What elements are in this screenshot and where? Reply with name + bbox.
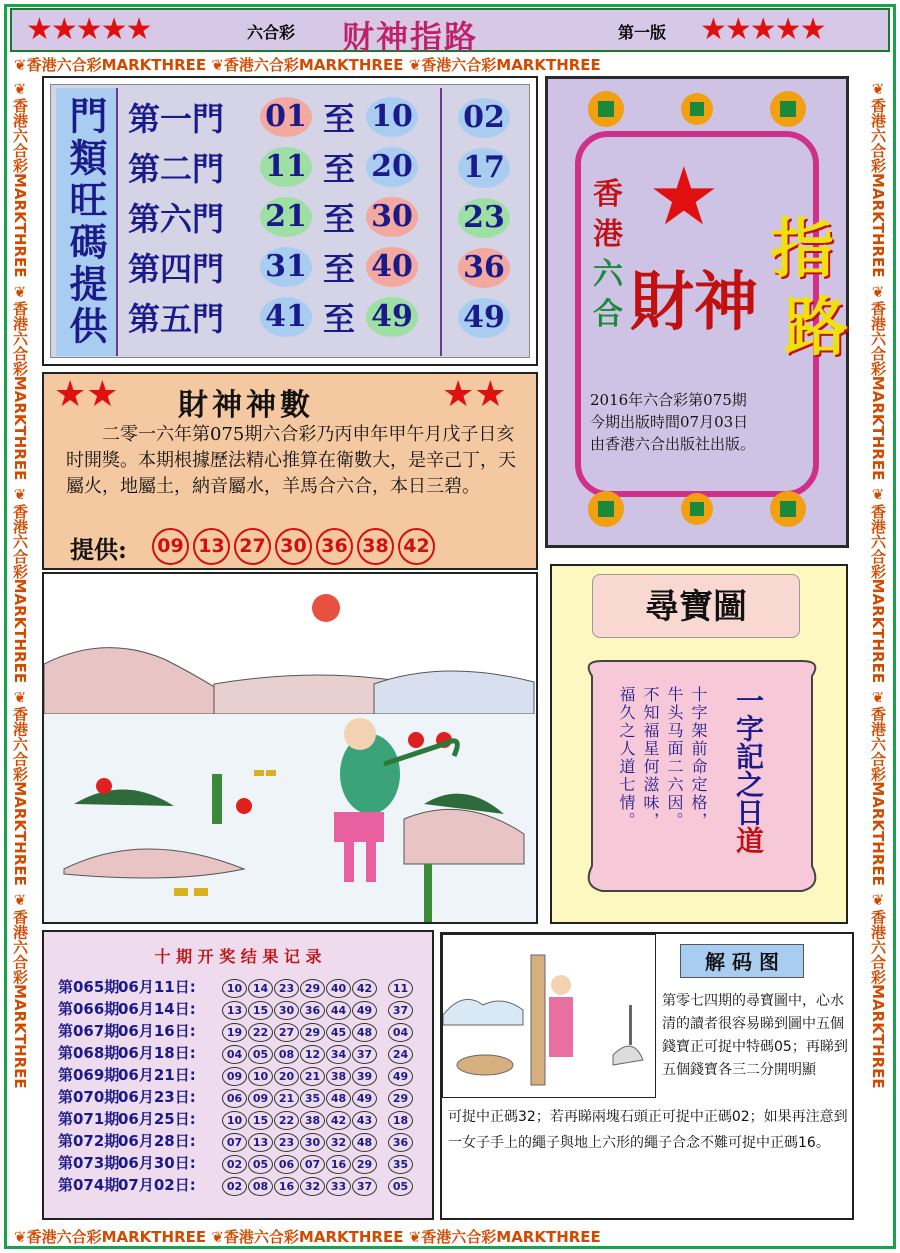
record-number: 10 bbox=[222, 979, 247, 998]
record-number: 16 bbox=[326, 1155, 351, 1174]
header-bar bbox=[10, 8, 890, 56]
door-side-label: 門類旺碼提供 bbox=[56, 88, 118, 356]
record-number: 08 bbox=[248, 1177, 273, 1196]
door-panel bbox=[42, 76, 538, 366]
record-row bbox=[58, 1130, 414, 1152]
caishen-number: 30 bbox=[275, 528, 312, 565]
caishen-panel bbox=[42, 372, 538, 570]
record-row bbox=[58, 1086, 414, 1108]
record-number: 42 bbox=[352, 979, 377, 998]
record-number: 05 bbox=[248, 1045, 273, 1064]
record-row bbox=[58, 1174, 414, 1196]
record-number: 29 bbox=[300, 979, 325, 998]
record-period: 第073期 bbox=[58, 1154, 120, 1172]
record-date: 06月11日: bbox=[118, 978, 196, 996]
decode-image bbox=[442, 934, 656, 1098]
records-panel bbox=[42, 930, 434, 1220]
record-number: 43 bbox=[352, 1111, 377, 1130]
border-text-top: ❦香港六合彩MARKTHREE ❦香港六合彩MARKTHREE ❦香港六合彩MARKTHREE bbox=[14, 56, 601, 74]
door-pick: 23 bbox=[458, 198, 510, 238]
record-date: 06月21日: bbox=[118, 1066, 196, 1084]
record-number: 42 bbox=[326, 1111, 351, 1130]
poster-lines: 2016年六合彩第075期 今期出版時間07月03日 由香港六合出版社出版。 bbox=[590, 391, 756, 453]
decode-title: 解 码 图 bbox=[680, 944, 804, 978]
door-to: 10 bbox=[366, 97, 418, 137]
door-pick: 49 bbox=[458, 298, 510, 338]
record-number: 06 bbox=[222, 1089, 247, 1108]
record-number: 49 bbox=[352, 1089, 377, 1108]
record-number: 21 bbox=[274, 1089, 299, 1108]
record-date: 06月16日: bbox=[118, 1022, 196, 1040]
record-number: 14 bbox=[248, 979, 273, 998]
door-name: 第五門 bbox=[128, 300, 225, 338]
header-title: 财神指路 bbox=[342, 18, 479, 56]
record-number: 22 bbox=[274, 1111, 299, 1130]
door-to: 40 bbox=[366, 247, 418, 287]
door-name: 第二門 bbox=[128, 150, 225, 188]
record-number: 07 bbox=[300, 1155, 325, 1174]
caishen-title: 財神神數 bbox=[178, 388, 314, 423]
poster-star: ★ bbox=[648, 150, 720, 243]
caishen-number: 13 bbox=[193, 528, 230, 565]
header-label-left: 六合彩 bbox=[247, 23, 296, 42]
record-date: 06月14日: bbox=[118, 1000, 196, 1018]
record-row bbox=[58, 998, 414, 1020]
record-number: 07 bbox=[222, 1133, 247, 1152]
record-number: 38 bbox=[300, 1111, 325, 1130]
header-stars-right: ★★★★★ bbox=[700, 12, 825, 47]
record-number: 20 bbox=[274, 1067, 299, 1086]
decode-panel bbox=[440, 932, 854, 1220]
decode-text-bottom: 可捉中正碼32；若再睇兩塊石頭正可捉中正碼02；如果再注意到一女子手上的繩子與地上六形的繩子合念不難可捉中正碼16。 bbox=[448, 1109, 848, 1151]
record-number: 22 bbox=[248, 1023, 273, 1042]
caishen-number: 09 bbox=[152, 528, 189, 565]
door-from: 01 bbox=[260, 97, 312, 137]
record-period: 第065期 bbox=[58, 978, 120, 996]
record-number: 32 bbox=[326, 1133, 351, 1152]
record-number: 36 bbox=[300, 1001, 325, 1020]
caishen-stars-left: ★★ bbox=[54, 374, 119, 415]
decode-text-top: 第零七四期的尋寶圖中，心水清的讀者很容易睇到圖中五個錢寶正可捉中特碼05；再睇到五個錢寶各三二分開明顯 bbox=[662, 993, 848, 1078]
caishen-provide-label: 提供: bbox=[70, 535, 127, 564]
record-date: 06月25日: bbox=[118, 1110, 196, 1128]
record-number: 48 bbox=[326, 1089, 351, 1108]
door-name: 第一門 bbox=[128, 100, 225, 138]
caishen-number: 36 bbox=[316, 528, 353, 565]
record-number: 39 bbox=[352, 1067, 377, 1086]
treasure-slogan: 一字記之日道 bbox=[732, 686, 765, 854]
header-edition: 第一版 bbox=[618, 23, 667, 42]
record-number: 08 bbox=[274, 1045, 299, 1064]
record-number: 13 bbox=[222, 1001, 247, 1020]
door-to-word: 至 bbox=[322, 150, 355, 188]
door-rows bbox=[128, 94, 528, 344]
record-period: 第072期 bbox=[58, 1132, 120, 1150]
illustration-panel bbox=[42, 572, 538, 924]
record-special: 36 bbox=[388, 1133, 413, 1152]
record-number: 23 bbox=[274, 979, 299, 998]
caishen-number: 42 bbox=[398, 528, 435, 565]
door-to-word: 至 bbox=[322, 300, 355, 338]
record-number: 48 bbox=[352, 1023, 377, 1042]
door-row bbox=[128, 194, 528, 244]
record-number: 09 bbox=[222, 1067, 247, 1086]
record-special: 37 bbox=[388, 1001, 413, 1020]
door-to: 49 bbox=[366, 297, 418, 337]
record-number: 38 bbox=[326, 1067, 351, 1086]
record-number: 37 bbox=[352, 1045, 377, 1064]
door-from: 31 bbox=[260, 247, 312, 287]
border-text-bottom: ❦香港六合彩MARKTHREE ❦香港六合彩MARKTHREE ❦香港六合彩MARKTHREE bbox=[14, 1228, 601, 1246]
door-to-word: 至 bbox=[322, 200, 355, 238]
door-row bbox=[128, 294, 528, 344]
treasure-panel bbox=[550, 564, 848, 924]
treasure-illustration bbox=[44, 574, 536, 922]
poster-main: 財神 bbox=[630, 266, 758, 340]
poster-panel bbox=[545, 76, 849, 548]
record-number: 29 bbox=[300, 1023, 325, 1042]
record-number: 05 bbox=[248, 1155, 273, 1174]
record-number: 04 bbox=[222, 1045, 247, 1064]
record-date: 06月18日: bbox=[118, 1044, 196, 1062]
records-table bbox=[58, 976, 414, 1196]
door-pick: 36 bbox=[458, 248, 510, 288]
record-number: 34 bbox=[326, 1045, 351, 1064]
records-title: 十 期 开 奖 结 果 记 录 bbox=[154, 947, 322, 966]
header-stars-left: ★★★★★ bbox=[26, 12, 151, 47]
record-period: 第066期 bbox=[58, 1000, 120, 1018]
door-to: 30 bbox=[366, 197, 418, 237]
record-period: 第071期 bbox=[58, 1110, 120, 1128]
record-number: 48 bbox=[352, 1133, 377, 1152]
record-number: 09 bbox=[248, 1089, 273, 1108]
record-date: 06月28日: bbox=[118, 1132, 196, 1150]
record-number: 35 bbox=[300, 1089, 325, 1108]
record-number: 06 bbox=[274, 1155, 299, 1174]
record-period: 第069期 bbox=[58, 1066, 120, 1084]
record-row bbox=[58, 1064, 414, 1086]
record-number: 32 bbox=[300, 1177, 325, 1196]
record-number: 10 bbox=[248, 1067, 273, 1086]
record-date: 06月30日: bbox=[118, 1154, 196, 1172]
record-special: 24 bbox=[388, 1045, 413, 1064]
door-from: 41 bbox=[260, 297, 312, 337]
door-pick: 02 bbox=[458, 98, 510, 138]
record-row bbox=[58, 1042, 414, 1064]
record-date: 06月23日: bbox=[118, 1088, 196, 1106]
record-date: 07月02日: bbox=[118, 1176, 196, 1194]
record-number: 30 bbox=[274, 1001, 299, 1020]
record-number: 02 bbox=[222, 1155, 247, 1174]
record-number: 15 bbox=[248, 1001, 273, 1020]
door-pick: 17 bbox=[458, 148, 510, 188]
caishen-number: 27 bbox=[234, 528, 271, 565]
record-number: 12 bbox=[300, 1045, 325, 1064]
record-special: 11 bbox=[388, 979, 413, 998]
door-from: 11 bbox=[260, 147, 312, 187]
record-number: 29 bbox=[352, 1155, 377, 1174]
door-name: 第六門 bbox=[128, 200, 225, 238]
door-row bbox=[128, 94, 528, 144]
record-special: 18 bbox=[388, 1111, 413, 1130]
door-row bbox=[128, 244, 528, 294]
record-period: 第068期 bbox=[58, 1044, 120, 1062]
record-number: 13 bbox=[248, 1133, 273, 1152]
door-to: 20 bbox=[366, 147, 418, 187]
poster-big: 指 路 bbox=[770, 213, 848, 365]
record-special: 49 bbox=[388, 1067, 413, 1086]
border-text-left: ❦香港六合彩MARKTHREE ❦香港六合彩MARKTHREE ❦香港六合彩MARKTHREE ❦香港六合彩MARKTHREE ❦香港六合彩MARKTHREE bbox=[11, 80, 29, 1089]
record-number: 45 bbox=[326, 1023, 351, 1042]
record-special: 05 bbox=[388, 1177, 413, 1196]
record-period: 第070期 bbox=[58, 1088, 120, 1106]
record-number: 19 bbox=[222, 1023, 247, 1042]
record-number: 49 bbox=[352, 1001, 377, 1020]
record-number: 15 bbox=[248, 1111, 273, 1130]
caishen-numbers bbox=[152, 528, 439, 565]
record-row bbox=[58, 1152, 414, 1174]
record-row bbox=[58, 976, 414, 998]
record-period: 第067期 bbox=[58, 1022, 120, 1040]
record-special: 29 bbox=[388, 1089, 413, 1108]
door-to-word: 至 bbox=[322, 100, 355, 138]
record-row bbox=[58, 1020, 414, 1042]
door-name: 第四門 bbox=[128, 250, 225, 288]
record-row bbox=[58, 1108, 414, 1130]
record-number: 23 bbox=[274, 1133, 299, 1152]
record-number: 33 bbox=[326, 1177, 351, 1196]
record-number: 44 bbox=[326, 1001, 351, 1020]
record-period: 第074期 bbox=[58, 1176, 120, 1194]
record-special: 35 bbox=[388, 1155, 413, 1174]
door-from: 21 bbox=[260, 197, 312, 237]
poster-side-chars: 香 港 六 合 bbox=[593, 177, 623, 332]
record-number: 40 bbox=[326, 979, 351, 998]
caishen-number: 38 bbox=[357, 528, 394, 565]
border-text-right: ❦香港六合彩MARKTHREE ❦香港六合彩MARKTHREE ❦香港六合彩MARKTHREE ❦香港六合彩MARKTHREE ❦香港六合彩MARKTHREE bbox=[869, 80, 887, 1089]
record-number: 30 bbox=[300, 1133, 325, 1152]
record-number: 27 bbox=[274, 1023, 299, 1042]
door-row bbox=[128, 144, 528, 194]
caishen-stars-right: ★★ bbox=[442, 374, 507, 415]
record-number: 37 bbox=[352, 1177, 377, 1196]
record-number: 10 bbox=[222, 1111, 247, 1130]
treasure-title: 尋寶圖 bbox=[592, 574, 800, 638]
caishen-body: 二零一六年第075期六合彩乃丙申年甲午月戊子日亥时開獎。本期根據歷法精心推算在衛數大，是辛己丁，天屬火，地屬土，納音屬水，羊馬合六合，本日三碧。 bbox=[66, 424, 516, 497]
record-number: 21 bbox=[300, 1067, 325, 1086]
treasure-poem: 十字架前命定格， 牛头马面二六因。 不知福星何滋味， 福久之人道七情。 bbox=[617, 686, 708, 830]
record-special: 04 bbox=[388, 1023, 413, 1042]
record-number: 02 bbox=[222, 1177, 247, 1196]
record-number: 16 bbox=[274, 1177, 299, 1196]
door-to-word: 至 bbox=[322, 250, 355, 288]
